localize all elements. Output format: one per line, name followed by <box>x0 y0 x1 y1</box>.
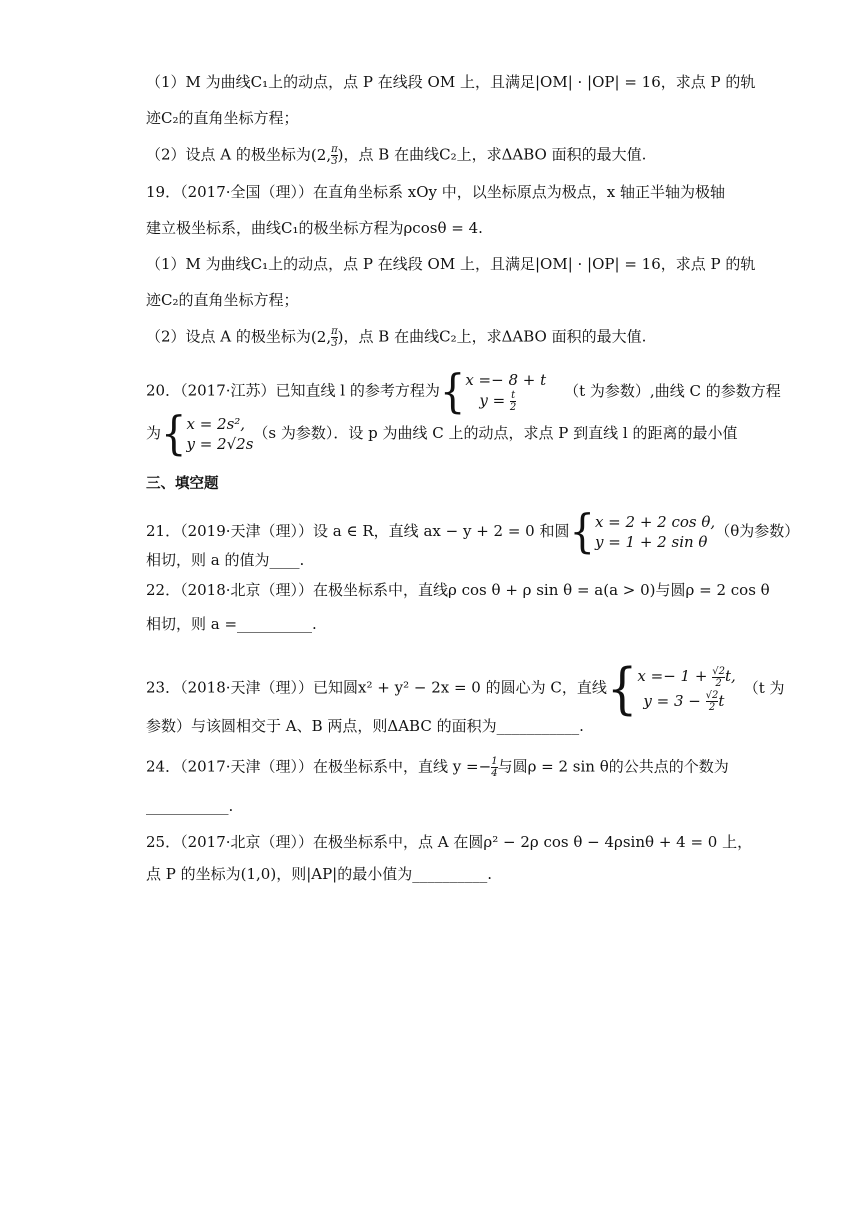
equation-line: x = 2 + 2 cos θ, <box>594 513 716 531</box>
brace: { <box>606 656 638 721</box>
question-19-line4: 迹C₂的直角坐标方程； <box>146 291 299 309</box>
question-19-line1: 19．（2017·全国（理））在直角坐标系 xOy 中，以坐标原点为极点，x 轴正半轴为极轴 <box>146 183 726 201</box>
text-line <box>146 144 646 167</box>
fraction <box>331 144 338 167</box>
numerator: t <box>511 390 516 401</box>
question-19-line2: 建立极坐标系，曲线C₁的极坐标方程为ρcosθ = 4. <box>146 219 483 237</box>
coord-close: ) <box>337 145 344 164</box>
text: ，点 B 在曲线C₂上，求ΔABO 面积的最大值. <box>343 145 647 164</box>
equation-system <box>465 370 546 413</box>
lhs: x =− 1 + <box>637 667 708 685</box>
numerator: π <box>331 144 338 155</box>
text: （t 为参数）,曲线 C 的参数方程 <box>564 381 781 400</box>
equation-line <box>637 664 735 689</box>
text: 21．（2019·天津（理））设 a ∈ R，直线 ax − y + 2 = 0 和圆 <box>146 522 570 540</box>
text: 20．（2017·江苏）已知直线 l 的参考方程为 <box>146 381 440 400</box>
question-20-line1 <box>146 365 781 418</box>
question-19-line3: （1）M 为曲线C₁上的动点，点 P 在线段 OM 上，且满足|OM| · |OP| = 16，求点 P 的轨 <box>146 255 756 273</box>
brace: { <box>569 505 595 559</box>
numerator: π <box>331 326 338 337</box>
rhs: t <box>718 691 725 710</box>
question-23-line1 <box>146 656 785 721</box>
equation-system <box>637 664 735 713</box>
fraction <box>331 326 338 349</box>
text: （θ为参数） <box>715 522 800 540</box>
coord-open: (2, <box>310 145 332 164</box>
denominator: 2 <box>509 402 517 413</box>
equation-system <box>186 414 253 454</box>
equation-line: y = 1 + 2 sin θ <box>594 533 708 551</box>
equation-system <box>595 512 715 552</box>
brace: { <box>439 365 466 418</box>
question-21-line2: 相切，则 a 的值为____. <box>146 551 305 569</box>
text: 24．（2017·天津（理））在极坐标系中，直线 y =− <box>146 757 492 776</box>
question-20-line2 <box>146 407 738 461</box>
coord-close: ) <box>337 327 344 346</box>
equation-line <box>637 689 735 714</box>
numerator: 1 <box>491 756 498 767</box>
equation-line: y = 2√2s <box>186 435 254 453</box>
text: ，点 B 在曲线C₂上，求ΔABO 面积的最大值. <box>343 327 647 346</box>
question-25-line2: 点 P 的坐标为(1,0)，则|AP|的最小值为__________. <box>146 865 492 883</box>
text-line: 迹C₂的直角坐标方程； <box>146 109 299 127</box>
question-25-line1: 25．（2017·北京（理））在极坐标系中，点 A 在圆ρ² − 2ρ cos θ − 4ρsinθ + 4 = 0 上， <box>146 833 753 851</box>
polar-coord <box>310 144 344 167</box>
question-22-line1: 22．（2018·北京（理））在极坐标系中，直线ρ cos θ + ρ sin θ = a(a > 0)与圆ρ = 2 cos θ <box>146 581 770 599</box>
numerator: √2 <box>712 665 725 677</box>
polar-coord <box>310 326 344 349</box>
text: 为 <box>146 424 162 442</box>
denominator: 4 <box>491 768 498 779</box>
question-23-line2: 参数）与该圆相交于 A、B 两点，则ΔABC 的面积为___________. <box>146 717 584 735</box>
rhs: t, <box>724 667 736 685</box>
text: （s 为参数）．设 p 为曲线 C 上的动点，求点 P 到直线 l 的距离的最小值 <box>253 424 738 442</box>
fraction <box>712 666 725 689</box>
question-19-line5 <box>146 326 646 349</box>
question-21-line1 <box>146 505 800 559</box>
lhs: y = 3 − <box>643 691 701 710</box>
equation-line: x = 2s², <box>186 415 246 433</box>
question-24-line2: ___________. <box>146 797 234 815</box>
denominator: 2 <box>708 702 716 713</box>
denominator: 2 <box>715 677 722 689</box>
text: 23．（2018·天津（理））已知圆x² + y² − 2x = 0 的圆心为 C，直线 <box>146 678 607 697</box>
numerator: √2 <box>705 690 719 701</box>
text: 与圆ρ = 2 sin θ的公共点的个数为 <box>497 757 729 776</box>
text: （2）设点 A 的极坐标为 <box>146 327 311 346</box>
denominator: 3 <box>331 338 338 349</box>
brace: { <box>161 407 187 461</box>
question-22-line2: 相切，则 a =__________. <box>146 615 317 633</box>
fraction <box>706 690 719 713</box>
text: （2）设点 A 的极坐标为 <box>146 145 311 164</box>
text: （t 为 <box>743 678 785 697</box>
question-24-line1 <box>146 756 729 779</box>
equation-line: x =− 8 + t <box>465 371 547 389</box>
coord-open: (2, <box>310 327 332 346</box>
denominator: 3 <box>331 156 338 167</box>
equation-line <box>465 390 546 413</box>
lhs: y = <box>479 391 506 410</box>
fraction <box>510 390 516 413</box>
text-line: （1）M 为曲线C₁上的动点，点 P 在线段 OM 上，且满足|OM| · |OP| = 16，求点 P 的轨 <box>146 73 756 91</box>
section-heading: 三、填空题 <box>146 476 219 492</box>
